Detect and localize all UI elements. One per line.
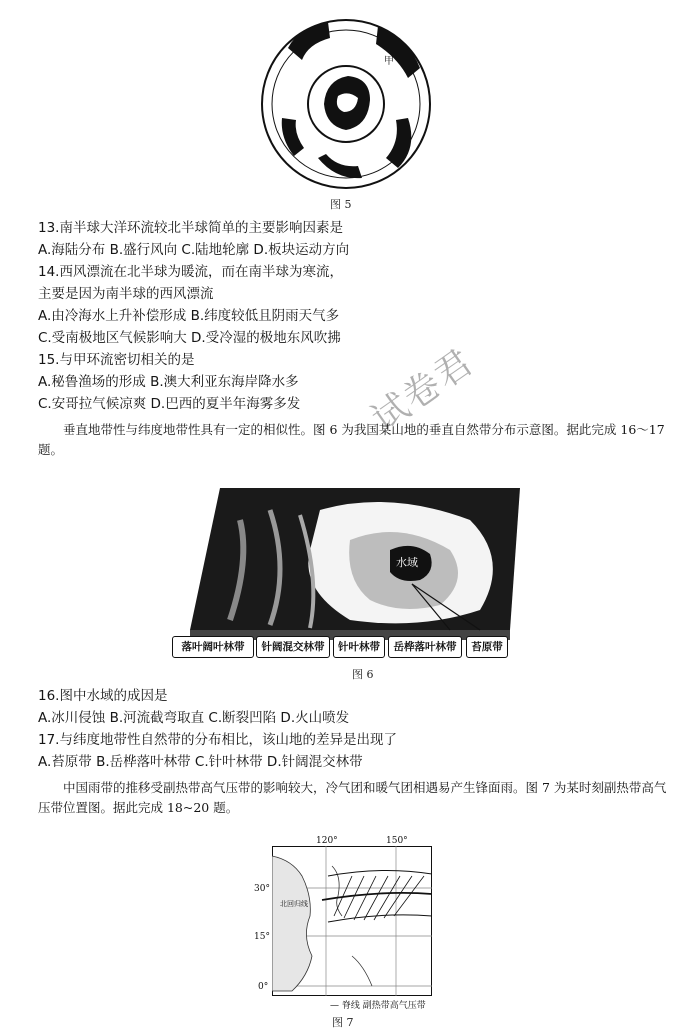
belt-label-3: 针叶林带 <box>333 636 385 658</box>
water-label: 水域 <box>396 556 418 569</box>
figure-5-caption: 图 5 <box>330 198 352 211</box>
q17-options: A.苔原带 B.岳桦落叶林带 C.针叶林带 D.针阔混交林带 <box>38 754 363 770</box>
figure-6-caption: 图 6 <box>352 668 374 681</box>
figure-6-mountain-diagram <box>180 480 540 660</box>
figure-7-caption: 图 7 <box>332 1016 354 1029</box>
lat-15: 15° <box>254 932 270 942</box>
figure-7-map <box>272 846 432 996</box>
lon-150: 150° <box>386 836 408 846</box>
q14-options-1: A.由冷海水上升补偿形成 B.纬度较低且阴雨天气多 <box>38 308 340 324</box>
q13-options: A.海陆分布 B.盛行风向 C.陆地轮廓 D.板块运动方向 <box>38 242 350 258</box>
q15-options-2: C.安哥拉气候凉爽 D.巴西的夏半年海雾多发 <box>38 396 301 412</box>
belt-label-4: 岳桦落叶林带 <box>388 636 462 658</box>
q13-stem: 13.南半球大洋环流较北半球简单的主要影响因素是 <box>38 220 343 236</box>
q16-options: A.冰川侵蚀 B.河流截弯取直 C.断裂凹陷 D.火山喷发 <box>38 710 350 726</box>
q15-stem: 15.与甲环流密切相关的是 <box>38 352 195 368</box>
label-jia: 甲 <box>384 56 394 67</box>
belt-label-1: 落叶阔叶林带 <box>172 636 254 658</box>
q15-options-1: A.秘鲁渔场的形成 B.澳大利亚东海岸降水多 <box>38 374 299 390</box>
lat-30: 30° <box>254 884 270 894</box>
watermark: 试卷君 <box>364 341 482 441</box>
figure-5-polar-map <box>258 8 434 194</box>
q14-stem-1: 14.西风漂流在北半球为暖流，而在南半球为寒流， <box>38 264 343 280</box>
tropic-label: 北回归线 <box>280 900 308 908</box>
q16-stem: 16.图中水域的成因是 <box>38 688 168 704</box>
intro-16-17: 垂直地带性与纬度地带性具有一定的相似性。图 6 为我国某山地的垂直自然带分布示意图。据此完成 16～17 题。 <box>38 422 665 457</box>
q14-options-2: C.受南极地区气候影响大 D.受冷湿的极地东风吹拂 <box>38 330 341 346</box>
lon-120: 120° <box>316 836 338 846</box>
belt-label-5: 苔原带 <box>466 636 508 658</box>
fig7-legend: — 脊线 副热带高气压带 <box>330 1001 426 1011</box>
q17-stem: 17.与纬度地带性自然带的分布相比，该山地的差异是出现了 <box>38 732 397 748</box>
lat-0: 0° <box>258 982 269 992</box>
intro-18-20: 中国雨带的推移受副热带高气压带的影响较大，冷气团和暖气团相遇易产生锋面雨。图 7 为某时刻副热带高气压带位置图。据此完成 18~20 题。 <box>38 780 667 815</box>
belt-label-2: 针阔混交林带 <box>256 636 330 658</box>
q14-stem-2: 主要是因为南半球的西风漂流 <box>38 286 214 302</box>
